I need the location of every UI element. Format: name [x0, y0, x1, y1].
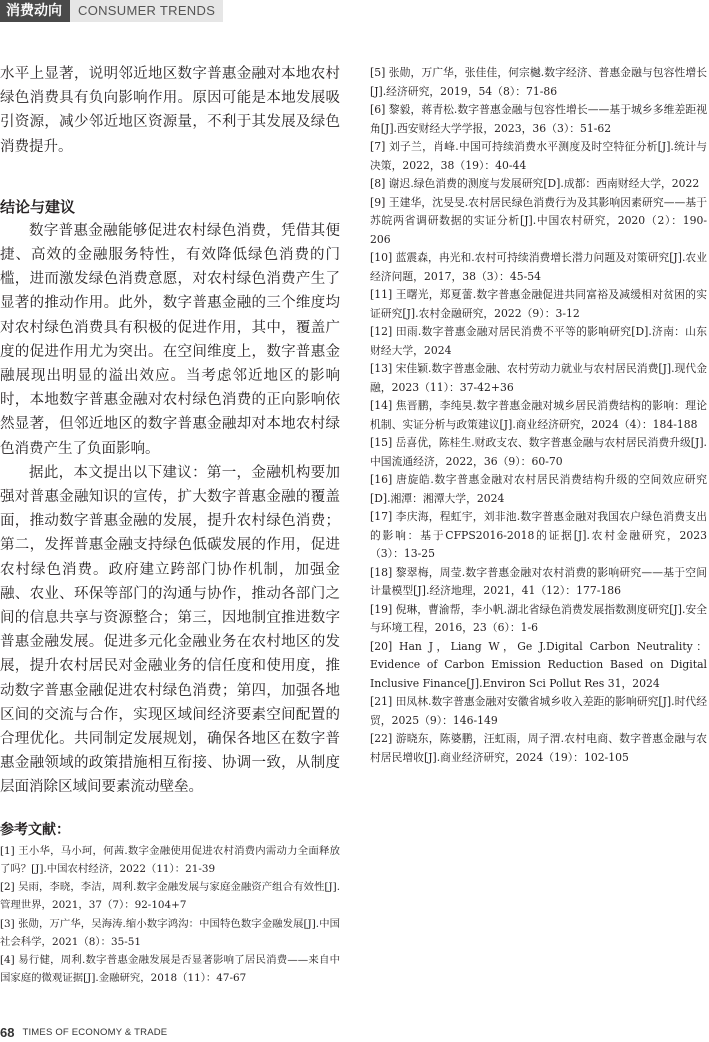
reference-item: [2] 吴雨，李晓，李洁，周利.数字金融发展与家庭金融资产组合有效性[J].管理世界，2021，37（7）：92-104+7 [0, 881, 340, 912]
reference-item: [4] 易行健，周利.数字普惠金融发展是否显著影响了居民消费——来自中国家庭的微观证据[J].金融研究，2018（11）：47-67 [0, 953, 340, 985]
section-title: 结论与建议 [0, 197, 76, 216]
intro-paragraph: 水平上显著，说明邻近地区数字普惠金融对本地农村绿色消费具有负向影响作用。原因可能是本地发展吸引资源，减少邻近地区资源量，不利于其发展及绿色消费提升。 [0, 66, 340, 155]
reference-item: [11] 王曙光，郑夏蕾.数字普惠金融促进共同富裕及减缓相对贫困的实证研究[J].农村金融研究，2022（9）：3-12 [370, 288, 707, 320]
conclusion-paragraph: 数字普惠金融能够促进农村绿色消费，凭借其便捷、高效的金融服务特性，有效降低绿色消费的门槛，进而激发绿色消费意愿，对农村绿色消费产生了显著的推动作用。此外，数字普惠金融的三个维度均对农村绿色消费具有积极的促进作用，其中，覆盖广度的促进作用尤为突出。在空间维度上，数字普惠金融展现出明显的溢出效应。当考虑邻近地区的影响时，本地数字普惠金融对农村绿色消费的正向影响依然显著，但邻近地区的数字普惠金融却对本地农村绿色消费产生了负面影响。 [0, 222, 340, 457]
reference-item: [5] 张勋，万广华，张佳佳，何宗樾.数字经济、普惠金融与包容性增长[J].经济研究，2019，54（8）：71-86 [370, 66, 707, 98]
reference-item: [15] 岳喜优，陈桂生.财政支农、数字普惠金融与农村居民消费升级[J].中国流通经济，2022，36（9）：60-70 [370, 436, 707, 468]
reference-item: [6] 黎毅，蒋青松.数字普惠金融与包容性增长——基于城乡多维差距视角[J].西安财经大学学报，2023，36（3）：51-62 [370, 103, 707, 135]
suggestion-paragraph: 据此，本文提出以下建议：第一，金融机构要加强对普惠金融知识的宣传，扩大数字普惠金融的覆盖面，推动数字普惠金融的发展，提升农村绿色消费；第二，发挥普惠金融支持绿色低碳发展的作用，促进农村绿色消费。政府建立跨部门协作机制，加强金融、农业、环保等部门的沟通与协作，推动各部门之间的信息共享与资源整合；第三，因地制宜推进数字普惠金融发展。促进多元化金融业务在农村地区的发展，提升农村居民对金融业务的信任度和使用度，推动数字普惠金融促进农村绿色消费；第四，加强各地区间的交流与合作，实现区域间经济要素空间配置的合理优化。共同制定发展规划，确保各地区在数字普惠金融领域的政策措施相互衔接、协调一致，从制度层面消除区域间要素流动壁垒。 [0, 464, 340, 796]
reference-item: [7] 刘子兰，肖峰.中国可持续消费水平测度及时空特征分析[J].统计与决策，2022，38（19）：40-44 [370, 140, 707, 172]
section-label-cn: 消费动向 [0, 0, 70, 22]
reference-item: [19] 倪琳，曹渝帮，李小帆.湖北省绿色消费发展指数测度研究[J].安全与环境工程，2016，23（6）：1-6 [370, 602, 707, 634]
references-title: 参考文献： [0, 821, 70, 838]
page-footer [0, 1024, 167, 1040]
reference-item: [18] 黎翠梅，周莹.数字普惠金融对农村消费的影响研究——基于空间计量模型[J].经济地理，2021，41（12）：177-186 [370, 565, 707, 597]
right-column [370, 64, 707, 767]
reference-item: [9] 王建华，沈旻旻.农村居民绿色消费行为及其影响因素研究——基于苏皖两省调研数据的实证分析[J].中国农村研究，2020（2）：190-206 [370, 195, 707, 246]
reference-item: [22] 游晓东，陈婆鹏，汪虹雨，周子渭.农村电商、数字普惠金融与农村居民增收[J].商业经济研究，2024（19）：102-105 [370, 732, 707, 764]
reference-item: [12] 田雨.数字普惠金融对居民消费不平等的影响研究[D].济南：山东财经大学，2024 [370, 325, 707, 357]
left-column [0, 62, 340, 987]
reference-item: [20] Han J，Liang W，Ge J.Digital Carbon Neutrality：Evidence of Carbon Emission Reduction Based on Digital Inclusive Finance[J].Environ Sci Pollut Res 31，2024 [370, 639, 707, 690]
reference-item: [3] 张勋，万广华，吴海涛.缩小数字鸿沟：中国特色数字金融发展[J].中国社会科学，2021（8）：35-51 [0, 917, 340, 948]
reference-item: [16] 唐旋皓.数字普惠金融对农村居民消费结构升级的空间效应研究[D].湘潭：湘潭大学，2024 [370, 473, 707, 505]
reference-item: [17] 李庆海，程虹宇，刘非池.数字普惠金融对我国农户绿色消费支出的影响：基于CFPS2016-2018的证据[J].农村金融研究，2023（3）：13-25 [370, 510, 707, 560]
references-list-left [0, 842, 340, 988]
reference-item: [10] 蓝震森，冉光和.农村可持续消费增长潜力问题及对策研究[J].农业经济问题，2017，38（3）：45-54 [370, 251, 707, 283]
reference-item: [8] 谢迟.绿色消费的测度与发展研究[D].成都：西南财经大学，2022 [370, 177, 700, 190]
reference-item: [14] 焦晋鹏，李纯昊.数字普惠金融对城乡居民消费结构的影响：理论机制、实证分析与政策建议[J].商业经济研究，2024（4）：184-188 [370, 399, 707, 431]
section-label-en: CONSUMER TRENDS [70, 0, 223, 22]
reference-item: [21] 田凤林.数字普惠金融对安徽省城乡收入差距的影响研究[J].时代经贸，2025（9）：146-149 [370, 695, 707, 727]
section-header [0, 0, 223, 22]
journal-name: TIMES OF ECONOMY & TRADE [22, 1026, 168, 1038]
reference-item: [13] 宋佳颖.数字普惠金融、农村劳动力就业与农村居民消费[J].现代金融，2023（11）：37-42+36 [370, 362, 707, 394]
reference-item: [1] 王小华，马小珂，何茜.数字金融使用促进农村消费内需动力全面释放了吗？[J].中国农村经济，2022（11）：21-39 [0, 844, 340, 875]
page-number: 68 [0, 1024, 15, 1040]
